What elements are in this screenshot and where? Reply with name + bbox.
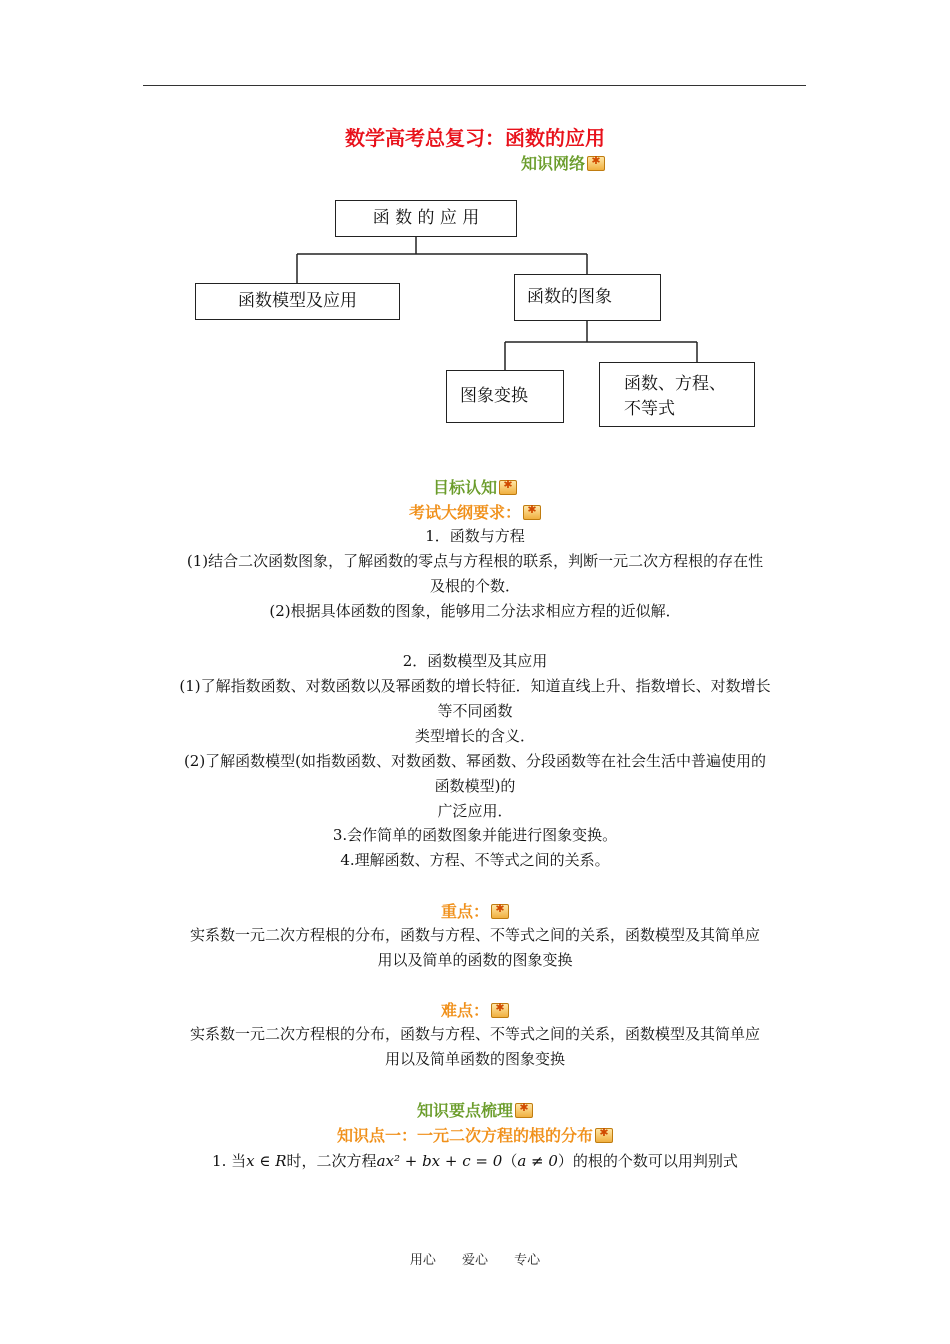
diagram-node-equation: 函数、方程、 不等式 [599, 362, 755, 427]
syllabus-item2-title: 2．函数模型及其应用 [402, 652, 548, 670]
header-rule [143, 85, 806, 86]
key-points-line1: 实系数一元二次方程根的分布，函数与方程、不等式之间的关系，函数模型及其简单应 [189, 926, 760, 944]
folder-icon [491, 1003, 509, 1018]
knowledge-point1-line1: 1. 当x ∈ R时，二次方程ax² + bx + c = 0（a ≠ 0）的根的个数可以用判别式 [212, 1152, 738, 1170]
syllabus-item2-p1-line1: (1)了解指数函数、对数函数以及幂函数的增长特征．知道直线上升、指数增长、对数增长 [179, 677, 771, 695]
syllabus-item1-p1-line1: (1)结合二次函数图象，了解函数的零点与方程根的联系，判断一元二次方程根的存在性 [186, 552, 764, 570]
syllabus-item4: 4.理解函数、方程、不等式之间的关系。 [340, 851, 610, 869]
folder-icon [499, 480, 517, 495]
difficult-points-line1: 实系数一元二次方程根的分布，函数与方程、不等式之间的关系，函数模型及其简单应 [189, 1025, 760, 1043]
syllabus-item1-title: 1．函数与方程 [425, 527, 525, 545]
goals-heading: 目标认知✱ [0, 475, 950, 498]
diagram-node-root: 函 数 的 应 用 [335, 200, 517, 237]
knowledge-heading: 知识要点梳理✱ [0, 1098, 950, 1121]
diagram-node-model: 函数模型及应用 [195, 283, 400, 320]
syllabus-heading: 考试大纲要求：✱ [0, 500, 950, 523]
syllabus-item2-p2-line2: 函数模型)的 [434, 777, 516, 795]
page-footer: 用心 爱心 专心 [409, 1253, 541, 1268]
key-points-heading: 重点：✱ [0, 899, 950, 922]
math-quadratic-equation: ax² + bx + c = 0 [376, 1152, 503, 1170]
syllabus-item2-p1-line2: 等不同函数 [437, 702, 513, 720]
math-a-nonzero: a ≠ 0 [517, 1152, 558, 1170]
section-network-heading: 知识网络✱ [88, 151, 950, 174]
diagram-node-transform: 图象变换 [446, 370, 564, 423]
syllabus-item2-p1-line3: 类型增长的含义． [414, 727, 535, 745]
folder-icon [515, 1103, 533, 1118]
syllabus-item2-p2-line3: 广泛应用． [437, 802, 513, 820]
difficult-points-heading: 难点：✱ [0, 998, 950, 1021]
knowledge-point1-heading: 知识点一：一元二次方程的根的分布✱ [0, 1123, 950, 1146]
syllabus-item1-p2: (2)根据具体函数的图象，能够用二分法求相应方程的近似解． [269, 602, 681, 620]
folder-icon [523, 505, 541, 520]
folder-icon [587, 156, 605, 171]
diagram-node-graph: 函数的图象 [514, 274, 661, 321]
difficult-points-line2: 用以及简单函数的图象变换 [384, 1050, 565, 1068]
page-title: 数学高考总复习：函数的应用 [345, 126, 605, 150]
folder-icon [595, 1128, 613, 1143]
syllabus-item3: 3.会作简单的函数图象并能进行图象变换。 [332, 826, 618, 844]
syllabus-item1-p1-line2: 及根的个数． [429, 577, 520, 595]
math-x-in-r: x ∈ R [246, 1152, 287, 1170]
syllabus-item2-p2-line1: (2)了解函数模型(如指数函数、对数函数、幂函数、分段函数等在社会生活中普遍使用的 [183, 752, 767, 770]
key-points-line2: 用以及简单的函数的图象变换 [377, 951, 573, 969]
folder-icon [491, 904, 509, 919]
